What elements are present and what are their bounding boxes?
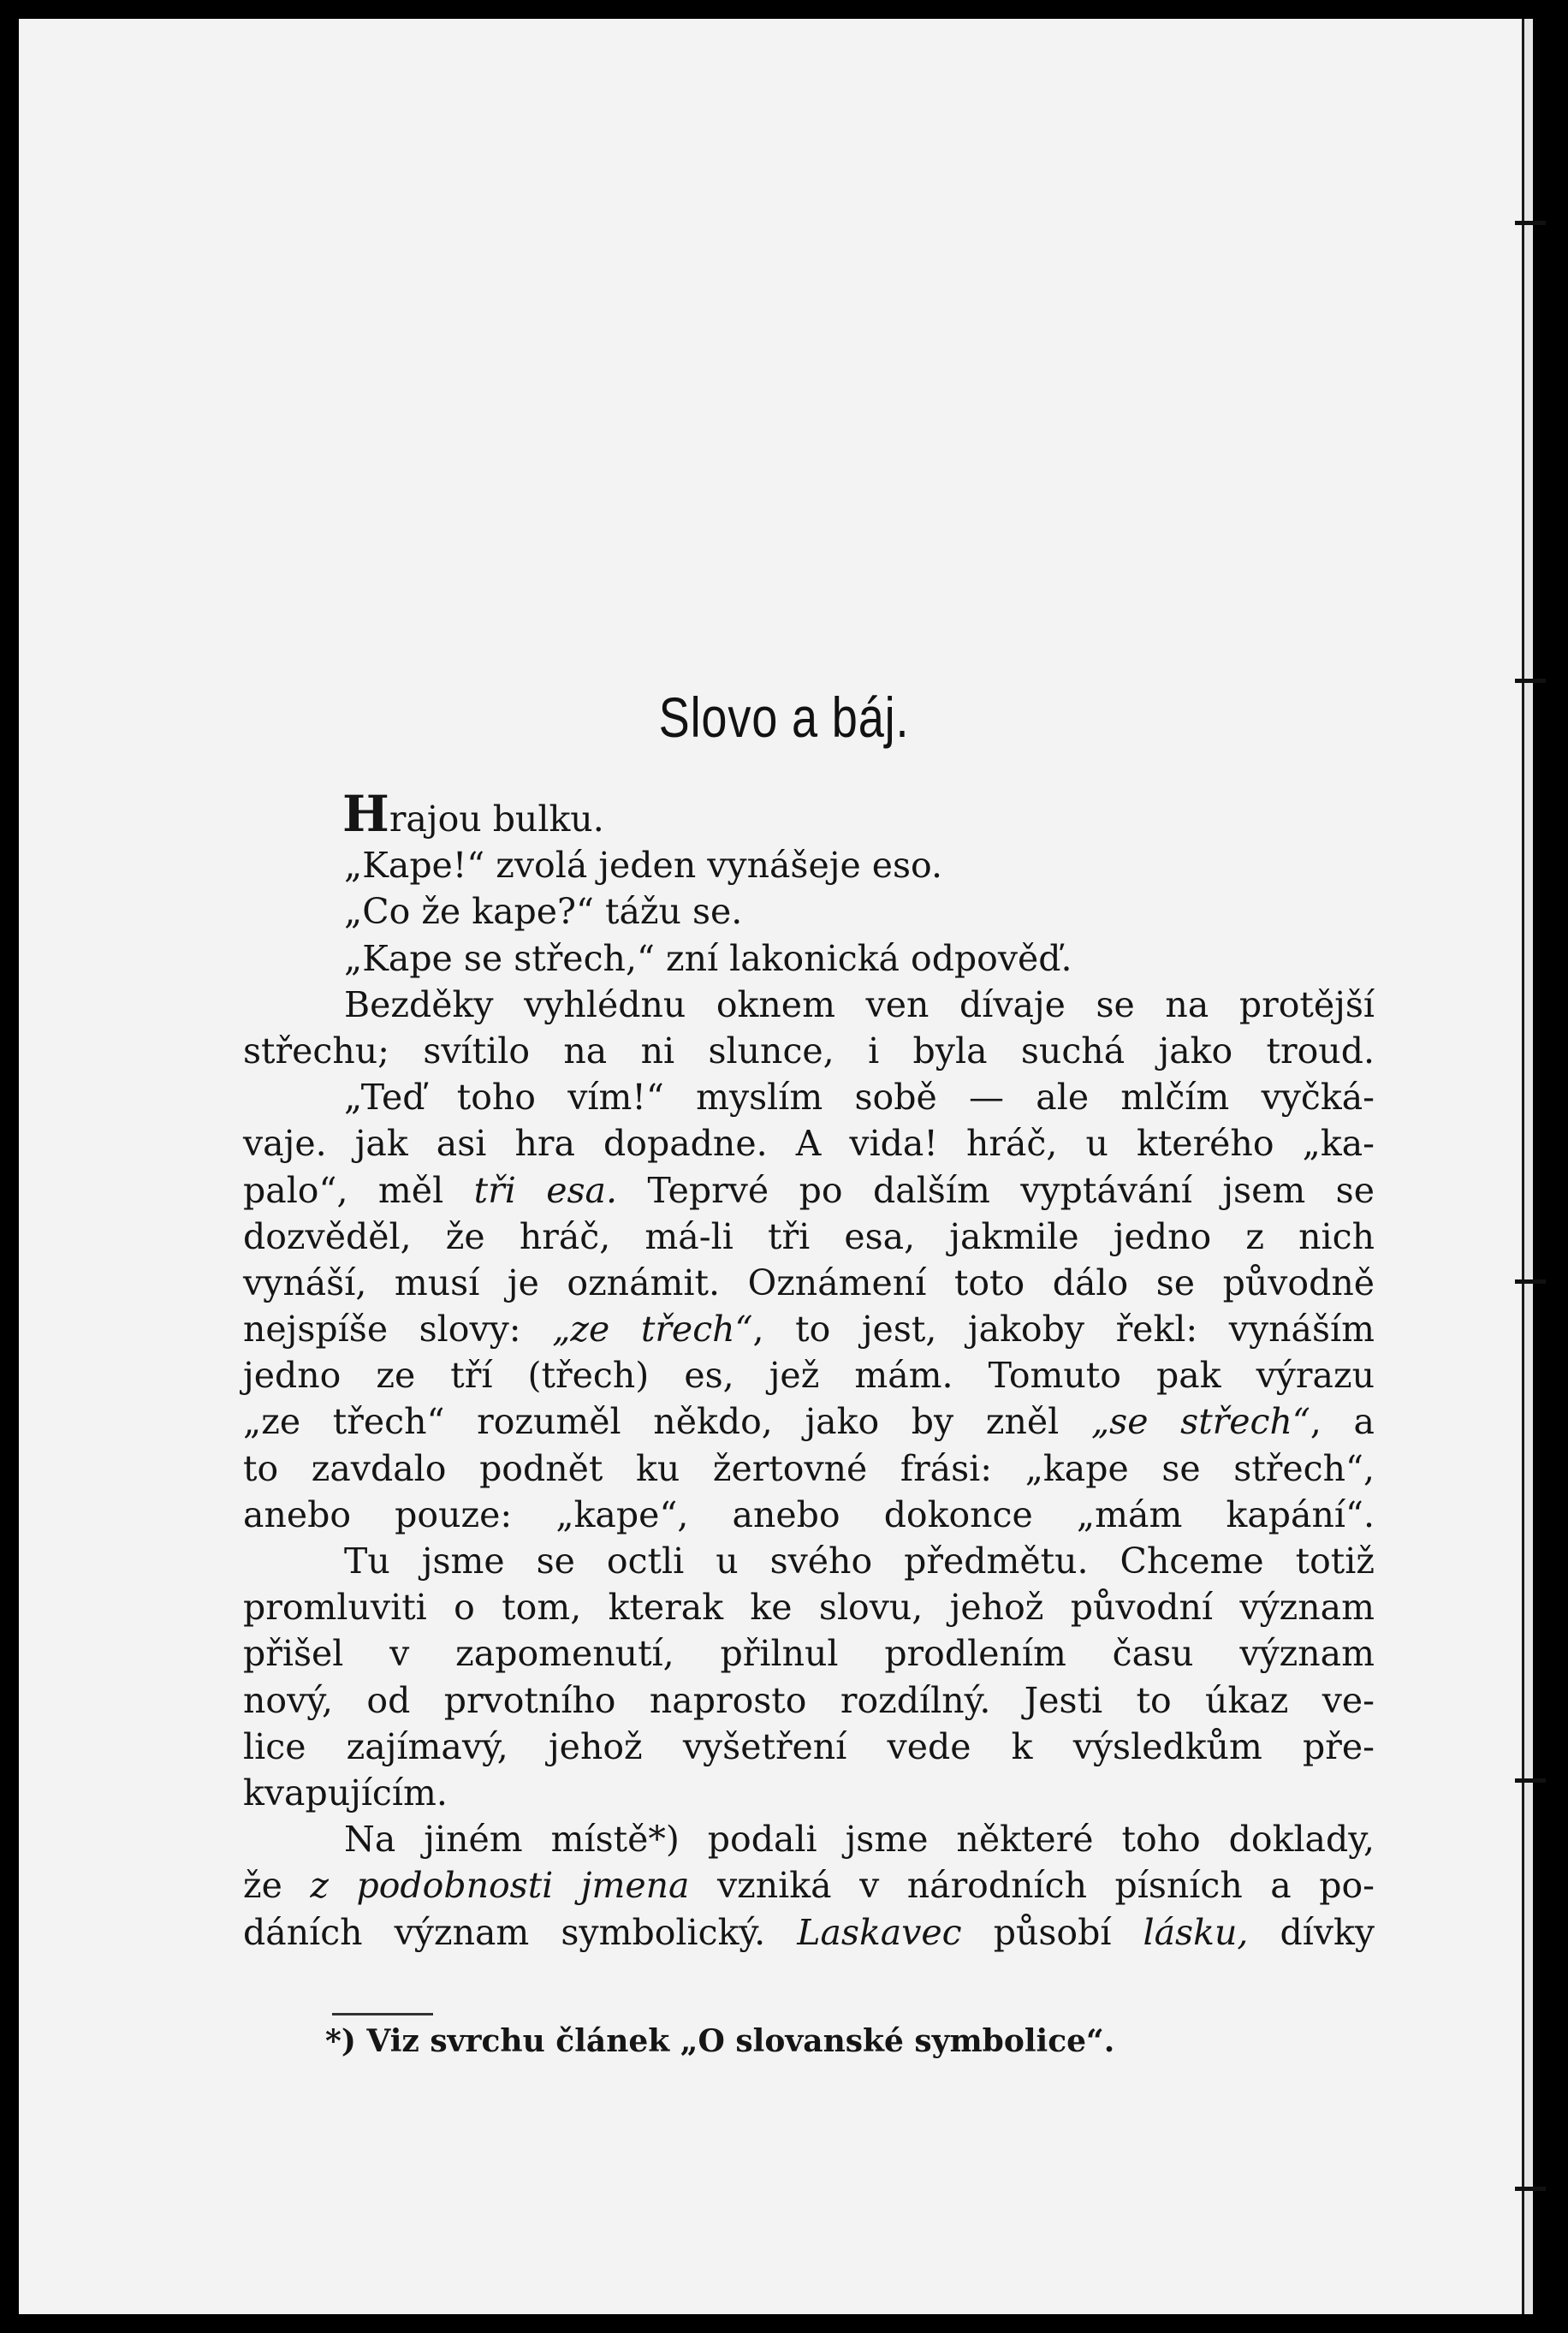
paragraph-line: „Kape!“ zvolá jeden vynášeje eso. [344, 845, 943, 887]
paragraph-line: jedno ze tří (třech) es, jež mám. Tomuto pak výrazu [243, 1355, 1375, 1397]
paragraph-line: přišel v zapomenutí, přilnul prodlením času význam [243, 1633, 1375, 1675]
emphasis: tři esa. [473, 1169, 618, 1211]
paragraph-line: dozvěděl, že hráč, má-li tři esa, jakmile jedno z nich [243, 1215, 1375, 1257]
emphasis: z podobnosti jmena [310, 1865, 690, 1907]
paragraph-line: palo“, měl tři esa. Teprvé po dalším vyptávání jsem se [243, 1169, 1375, 1211]
paragraph-line: Tu jsme se octli u svého předmětu. Chceme totiž [344, 1540, 1375, 1582]
paragraph-line: „Teď toho vím!“ myslím sobě — ale mlčím vyčká- [344, 1077, 1375, 1119]
paragraph-line: vynáší, musí je oznámit. Oznámení toto dálo se původně [243, 1261, 1375, 1303]
binding-mark [1515, 2187, 1546, 2191]
paragraph-line: „ze třech“ rozuměl někdo, jako by zněl „se střech“, a [243, 1401, 1375, 1443]
emphasis: „se střech“ [1090, 1401, 1310, 1443]
chapter-title: Slovo a báj. [658, 686, 910, 749]
emphasis: lásku, [1143, 1911, 1249, 1953]
binding-mark [1515, 221, 1546, 225]
paragraph-line: „Kape se střech,“ zní lakonická odpověď. [344, 937, 1072, 979]
binding-mark [1515, 1778, 1546, 1783]
paragraph-line: vaje. jak asi hra dopadne. A vida! hráč, u kterého „ka- [243, 1123, 1375, 1165]
paragraph-line: že z podobnosti jmena vzniká v národních písních a po- [243, 1865, 1375, 1907]
paragraph-line: dáních význam symbolický. Laskavec působí lásku, dívky [243, 1911, 1375, 1953]
footnote: *) Viz svrchu článek „O slovanské symbolice“. [325, 2023, 1115, 2059]
paragraph-line: kvapujícím. [243, 1772, 448, 1814]
paragraph-line: nový, od prvotního naprosto rozdílný. Jesti to úkaz ve- [243, 1679, 1375, 1721]
drop-cap: H [342, 785, 389, 843]
emphasis: „ze třech“ [552, 1309, 753, 1351]
body-text [243, 785, 1375, 1956]
footnote-separator [332, 2013, 433, 2015]
paragraph-line: Bezděky vyhlédnu oknem ven dívaje se na protější [344, 983, 1375, 1025]
paragraph-line: promluviti o tom, kterak ke slovu, jehož původní význam [243, 1587, 1375, 1629]
paragraph-line: Na jiném místě*) podali jsme některé toho doklady, [344, 1819, 1375, 1861]
paragraph-line: střechu; svítilo na ni slunce, i byla suchá jako troud. [243, 1030, 1375, 1072]
paragraph-line: Hrajou bulku. [342, 785, 604, 843]
binding-mark [1515, 1279, 1546, 1284]
paragraph-line: to zavdalo podnět ku žertovné frási: „kape se střech“, [243, 1447, 1375, 1489]
paragraph-line: anebo pouze: „kape“, anebo dokonce „mám kapání“. [243, 1493, 1375, 1535]
page-spine-edge [1522, 19, 1533, 2314]
paragraph-line: „Co že kape?“ tážu se. [344, 891, 743, 933]
emphasis: Laskavec [797, 1911, 962, 1953]
paragraph-line: nejspíše slovy: „ze třech“, to jest, jakoby řekl: vynáším [243, 1309, 1375, 1351]
binding-mark [1515, 679, 1546, 683]
paragraph-line: lice zajímavý, jehož vyšetření vede k výsledkům pře- [243, 1725, 1375, 1767]
